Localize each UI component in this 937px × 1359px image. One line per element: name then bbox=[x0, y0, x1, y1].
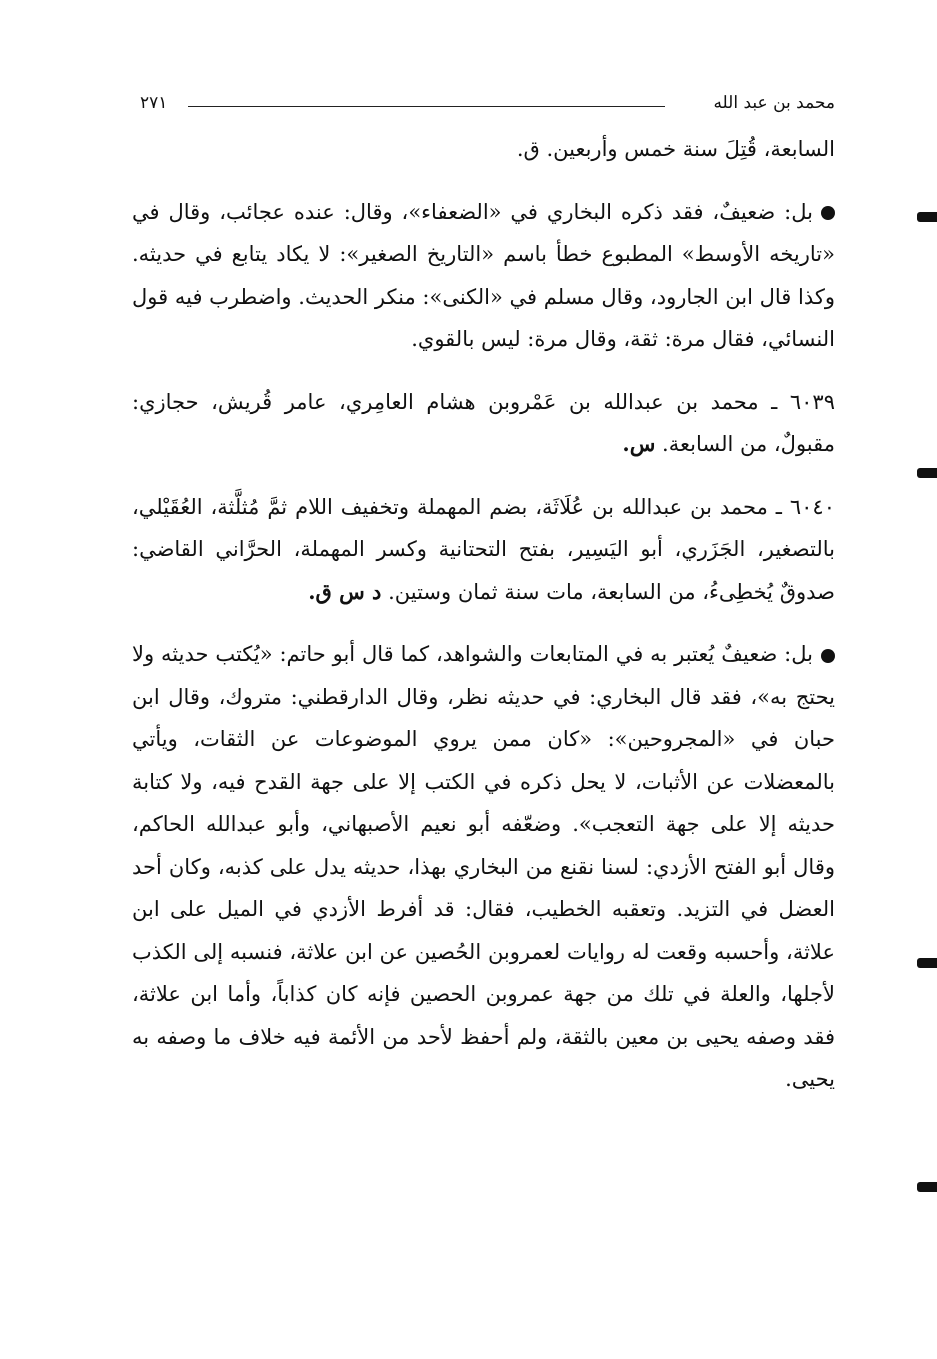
entry-text: ٦٠٤٠ ـ محمد بن عبدالله بن عُلَاثَة، بضم المهملة وتخفيف اللام ثمَّ مُثلَّثة، العُقَيْلي، بالتصغير، الجَزَري، أبو اليَسِير، بفتح التحتانية وكسر المهملة، الحرَّاني القاضي: صدوقٌ يُخطِىءُ، من السابعة، مات سنة ثمان وستين. bbox=[132, 494, 835, 604]
bullet-icon bbox=[821, 649, 835, 663]
page-header bbox=[140, 88, 835, 118]
margin-mark bbox=[917, 212, 937, 222]
margin-mark bbox=[917, 1182, 937, 1192]
margin-mark bbox=[917, 468, 937, 478]
entry-text: ٦٠٣٩ ـ محمد بن عبدالله بن عَمْروبن هشام العامِري، عامر قُريش، حجازي: مقبولٌ، من السابعة. bbox=[132, 389, 835, 456]
running-head: محمد بن عبد الله bbox=[713, 93, 835, 113]
paragraph-text: بل: ضعيفٌ يُعتبر به في المتابعات والشواهد، كما قال أبو حاتم: «يُكتب حديثه ولا يحتج به»، فقد قال البخاري: في حديثه نظر، وقال الدارقطني: متروك، وقال ابن حبان في «المجروحين»: «كان ممن يروي الموضوعات عن الثقات، ويأتي بالمعضلات عن الأثبات، لا يحل ذكره في الكتب إلا على جهة القدح فيه، ولا كتابة حديثه إلا على جهة التعجب». وضعّفه أبو نعيم الأصبهاني، وأبو عبدالله الحاكم، وقال أبو الفتح الأزدي: لسنا نقنع من البخاري بهذا، حديثه يدل على كذبه، وكان أحد العضل في التزيد. وتعقبه الخطيب، فقال: قد أفرط الأزدي في الميل على ابن علاثة، وأحسبه وقعت له روايات لعمروبن الحُصين عن ابن علاثة، فنسبه إلى الكذب لأجلها، والعلة في تلك من جهة عمروبن الحصين فإنه كان كذاباً، وأما ابن علاثة، فقد وصفه يحيى بن معين بالثقة، ولم أحفظ لأحد من الأئمة فيه خلاف ما وصفه به يحيى. bbox=[132, 642, 835, 1091]
bullet-icon bbox=[821, 206, 835, 220]
entry-6039 bbox=[132, 381, 835, 466]
page-number: ٢٧١ bbox=[140, 93, 168, 113]
body-text bbox=[132, 128, 835, 1121]
paragraph-continuation bbox=[132, 128, 835, 171]
paragraph-comment-2 bbox=[132, 633, 835, 1101]
entry-symbols: د س ق. bbox=[308, 578, 382, 604]
paragraph-text: السابعة، قُتِلَ سنة خمس وأربعين. ق. bbox=[516, 137, 835, 161]
paragraph-text: بل: ضعيفٌ، فقد ذكره البخاري في «الضعفاء»، وقال: عنده عجائب، وقال في «تاريخه الأوسط» المطبوع خطأ باسم «التاريخ الصغير»: لا يكاد يتابع في حديثه. وكذا قال ابن الجارود، وقال مسلم في «الكنى»: منكر الحديث. واضطرب فيه قول النسائي، فقال مرة: ثقة، وقال مرة: ليس بالقوي. bbox=[132, 199, 835, 351]
header-rule bbox=[188, 106, 665, 107]
margin-mark bbox=[917, 958, 937, 968]
entry-symbols: س. bbox=[622, 431, 656, 456]
paragraph-comment-1 bbox=[132, 191, 835, 361]
entry-6040 bbox=[132, 486, 835, 614]
